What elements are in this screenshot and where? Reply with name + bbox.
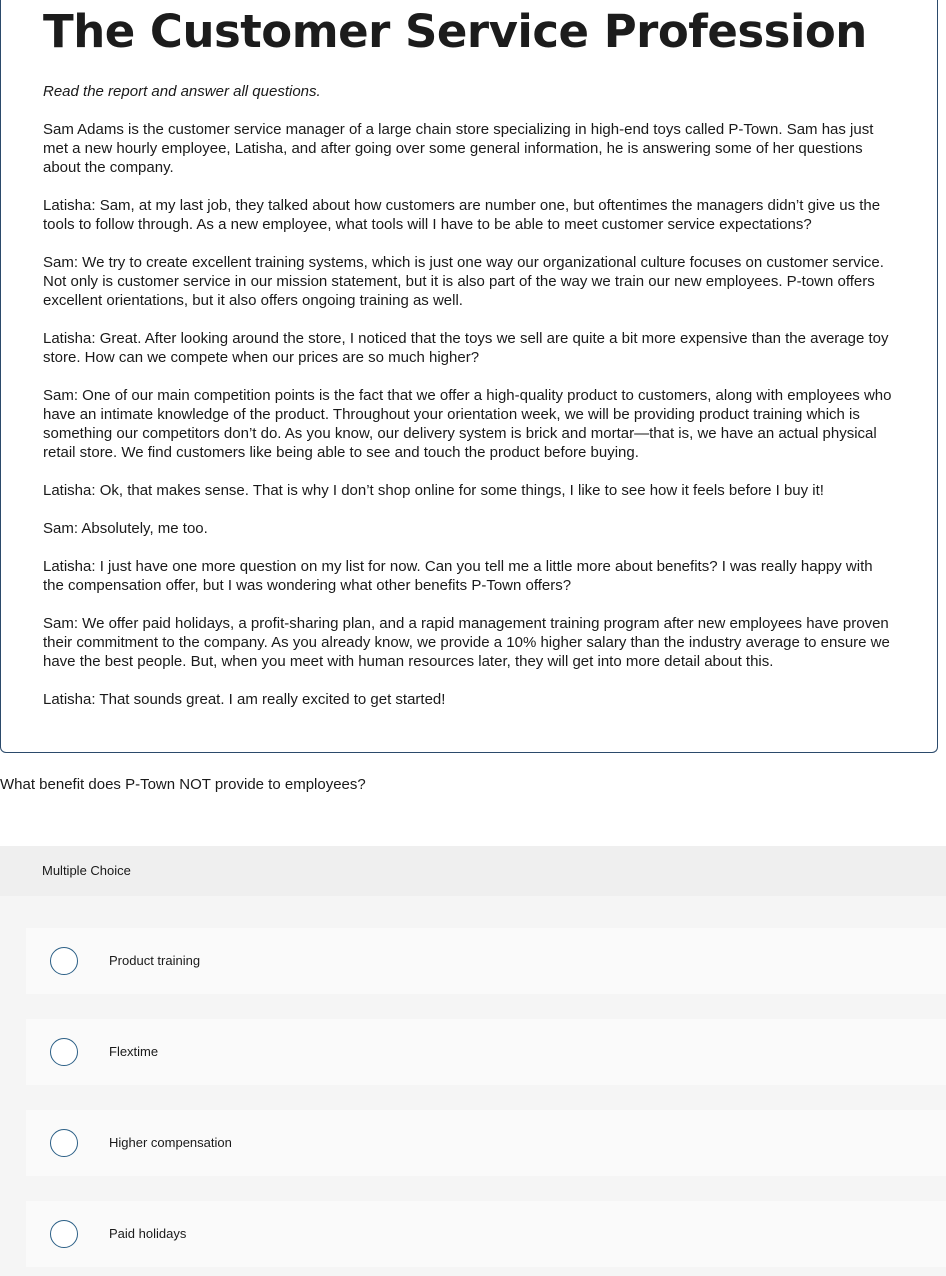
answer-option-product-training[interactable] [26,928,946,994]
answer-option-label: Flextime [109,1044,159,1059]
passage-paragraph: Latisha: Great. After looking around the store, I noticed that the toys we sell are quite a bit more expensive than the average toy store. How can we compete when our prices are so much higher? [43,330,889,366]
radio-button-icon[interactable] [50,1129,78,1157]
passage-paragraph: Sam: We try to create excellent training systems, which is just one way our organizational culture focuses on customer service. Not only is customer service in our mission statement, but it is also part of the way we train our new employees. P-town offers excellent orientations, but it also offers ongoing training as well. [43,254,884,309]
passage-paragraph: Latisha: That sounds great. I am really excited to get started! [43,691,446,708]
passage-paragraph: Sam Adams is the customer service manager of a large chain store specializing in high-end toys called P-Town. Sam has just met a new hourly employee, Latisha, and after going over some general information, he is answering some of her questions about the company. [43,121,874,176]
answer-option-label: Higher compensation [109,1135,232,1150]
answer-option-label: Product training [109,953,201,968]
passage-paragraph: Sam: We offer paid holidays, a profit-sharing plan, and a rapid management training program after new employees have proven their commitment to the company. As you already know, we provide a 10% higher salary than the industry average to ensure we have the best people. But, when you meet with human resources later, they will get into more detail about this. [43,615,890,670]
question-prompt: What benefit does P-Town NOT provide to employees? [0,776,366,793]
answer-option-paid-holidays[interactable] [26,1201,946,1267]
page-title: The Customer Service Profession [43,5,867,58]
answer-option-flextime[interactable] [26,1019,946,1085]
multiple-choice-panel [0,846,946,1276]
answer-option-label: Paid holidays [109,1226,187,1241]
radio-button-icon[interactable] [50,1038,78,1066]
answer-option-higher-compensation[interactable] [26,1110,946,1176]
question-type-label: Multiple Choice [0,846,946,896]
passage-paragraph: Latisha: Ok, that makes sense. That is why I don’t shop online for some things, I like to see how it feels before I buy it! [43,482,824,499]
passage-paragraph: Sam: Absolutely, me too. [43,520,208,537]
passage-paragraph: Latisha: Sam, at my last job, they talked about how customers are number one, but oftentimes the managers didn’t give us the tools to follow through. As a new employee, what tools will I have to be able to meet customer service expectations? [43,197,881,233]
passage-paragraph: Latisha: I just have one more question on my list for now. Can you tell me a little more about benefits? I was really happy with the compensation offer, but I was wondering what other benefits P-Town offers? [43,558,873,594]
radio-button-icon[interactable] [50,947,78,975]
passage-paragraph: Sam: One of our main competition points is the fact that we offer a high-quality product to customers, along with employees who have an intimate knowledge of the product. Throughout your orientation week, we will be providing product training which is something our competitors don’t do. As you know, our delivery system is brick and mortar—that is, we have an actual physical retail store. We find customers like being able to see and touch the product before buying. [43,387,892,461]
radio-button-icon[interactable] [50,1220,78,1248]
instructions-text: Read the report and answer all questions. [43,83,321,100]
passage-body [43,120,895,709]
